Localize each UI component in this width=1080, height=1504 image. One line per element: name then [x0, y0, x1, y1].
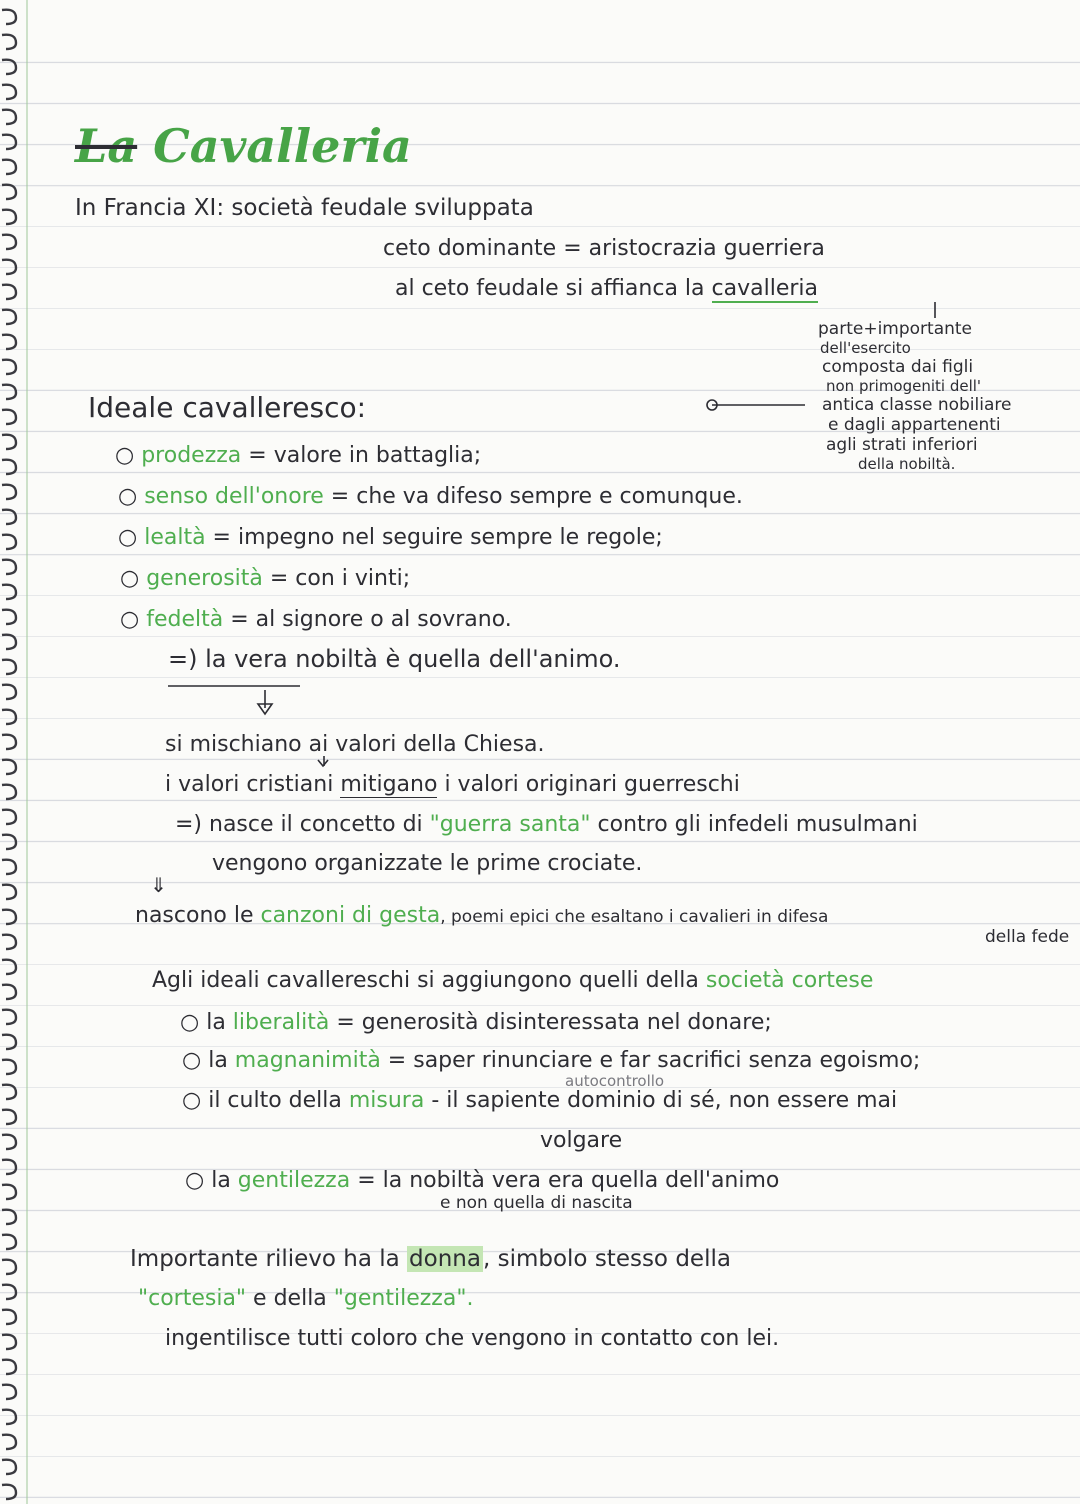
side-note-line-7: agli strati inferiori [826, 435, 978, 455]
donna-line-2 [138, 1286, 473, 1312]
title-strikethrough: La [75, 119, 138, 173]
chiesa-line-2-a: i valori cristiani [165, 772, 341, 797]
ideale-def: = con i vinti; [262, 566, 411, 591]
cortese-term-societa: società cortese [705, 968, 874, 993]
bullet-icon: ○ [120, 607, 147, 632]
misura-annotation: autocontrollo [565, 1072, 665, 1090]
cortese-term: magnanimità [234, 1048, 381, 1073]
cortese-term: gentilezza [237, 1168, 351, 1193]
chiesa-line-5-c: , poemi epici che esaltano i cavalieri in difesa [440, 907, 829, 927]
chiesa-line-1: si mischiano ai valori della Chiesa. [165, 732, 545, 757]
bullet-icon: ○ [182, 1088, 209, 1113]
intro-line-3-prefix: al ceto feudale si affianca la [395, 276, 712, 301]
donna-term-gentilezza: "gentilezza". [333, 1286, 474, 1311]
cortese-prefix: la [211, 1168, 238, 1193]
chiesa-line-2 [165, 772, 740, 798]
donna-line-1-c: , simbolo stesso della [482, 1246, 731, 1272]
side-note-line-2: dell'esercito [820, 339, 911, 357]
donna-line-1-a: Importante rilievo ha la [130, 1246, 408, 1272]
ideale-heading: Ideale cavalleresco: [88, 391, 367, 424]
chiesa-line-4: vengono organizzate le prime crociate. [212, 851, 643, 876]
page-title [75, 118, 412, 174]
ideale-item-lealta [118, 525, 663, 551]
ideale-def: = impegno nel seguire sempre le regole; [205, 525, 663, 550]
chiesa-line-3-a: =) nasce il concetto di [175, 812, 430, 837]
cortese-def: = generosità disinteressata nel donare; [329, 1010, 772, 1035]
side-note-line-6: e dagli appartenenti [828, 415, 1001, 435]
title-text: Cavalleria [153, 119, 412, 173]
side-note-line-8: della nobiltà. [858, 455, 956, 473]
chiesa-line-2-c: i valori originari guerreschi [437, 772, 740, 797]
cortese-def: - il sapiente dominio di sé, non essere mai [424, 1088, 898, 1113]
donna-term-highlight: donna [409, 1246, 481, 1272]
cortese-def: = la nobiltà vera era quella dell'animo [350, 1168, 780, 1193]
bullet-icon: ○ [182, 1048, 209, 1073]
ideale-term: senso dell'onore [144, 484, 324, 509]
ideale-item-onore [118, 484, 743, 510]
ideale-def: = che va difeso sempre e comunque. [323, 484, 743, 509]
misura-continuation: volgare [540, 1128, 623, 1153]
ideale-item-prodezza [115, 443, 481, 469]
chiesa-line-5 [135, 903, 828, 929]
bullet-icon: ○ [120, 566, 147, 591]
chiesa-term-canzoni-di-gesta: canzoni di gesta [260, 903, 441, 928]
side-note-line-3: composta dai figli [822, 357, 974, 377]
intro-line-1: In Francia XI: società feudale sviluppata [75, 195, 534, 221]
bullet-icon: ○ [118, 525, 145, 550]
donna-line-2-mid: e della [246, 1286, 334, 1311]
down-arrow-icon: ⇓ [150, 873, 167, 897]
ideale-item-fedelta [120, 607, 512, 633]
donna-line-1 [130, 1246, 731, 1272]
side-note-line-1: parte+importante [818, 319, 973, 339]
cortese-term: misura [348, 1088, 425, 1113]
donna-term-cortesia: "cortesia" [138, 1286, 247, 1311]
cortese-prefix: la [208, 1048, 235, 1073]
chiesa-line-5-a: nascono le [135, 903, 261, 928]
side-note-line-4: non primogeniti dell' [826, 377, 982, 395]
intro-line-3 [395, 276, 818, 302]
chiesa-term-mitigano: mitigano [340, 772, 438, 797]
ideale-item-generosita [120, 566, 410, 592]
cortese-intro [152, 968, 873, 994]
chiesa-line-3 [175, 812, 918, 838]
cortese-item-gentilezza [185, 1168, 779, 1194]
ideale-def: = valore in battaglia; [241, 443, 482, 468]
side-note-line-5: antica classe nobiliare [822, 395, 1012, 415]
cortese-intro-a: Agli ideali cavallereschi si aggiungono quelli della [152, 968, 706, 993]
bullet-icon: ○ [115, 443, 142, 468]
spiral-binding [0, 0, 40, 1504]
bullet-icon: ○ [185, 1168, 212, 1193]
cortese-item-magnanimita [182, 1048, 920, 1074]
chiesa-line-3-c: contro gli infedeli musulmani [590, 812, 918, 837]
chiesa-term-guerra-santa: "guerra santa" [429, 812, 591, 837]
ideale-term: fedeltà [146, 607, 224, 632]
cortese-prefix: la [206, 1010, 233, 1035]
intro-term-cavalleria: cavalleria [711, 276, 818, 301]
cortese-prefix: il culto della [208, 1088, 349, 1113]
donna-line-3: ingentilisce tutti coloro che vengono in contatto con lei. [165, 1326, 780, 1351]
ideale-term: generosità [146, 566, 263, 591]
cortese-item-misura [182, 1088, 897, 1114]
bullet-icon: ○ [180, 1010, 207, 1035]
ideale-conclusion: =) la vera nobiltà è quella dell'animo. [168, 645, 621, 673]
cortese-item-liberalita [180, 1010, 772, 1036]
cortese-def: = saper rinunciare e far sacrifici senza egoismo; [380, 1048, 921, 1073]
bullet-icon: ○ [118, 484, 145, 509]
chiesa-line-5-d: della fede [985, 927, 1070, 947]
ideale-term: prodezza [141, 443, 242, 468]
ideale-def: = al signore o al sovrano. [223, 607, 512, 632]
cortese-term: liberalità [232, 1010, 330, 1035]
ideale-term: lealtà [144, 525, 206, 550]
intro-line-2: ceto dominante = aristocrazia guerriera [383, 236, 825, 261]
gentilezza-continuation: e non quella di nascita [440, 1193, 633, 1213]
